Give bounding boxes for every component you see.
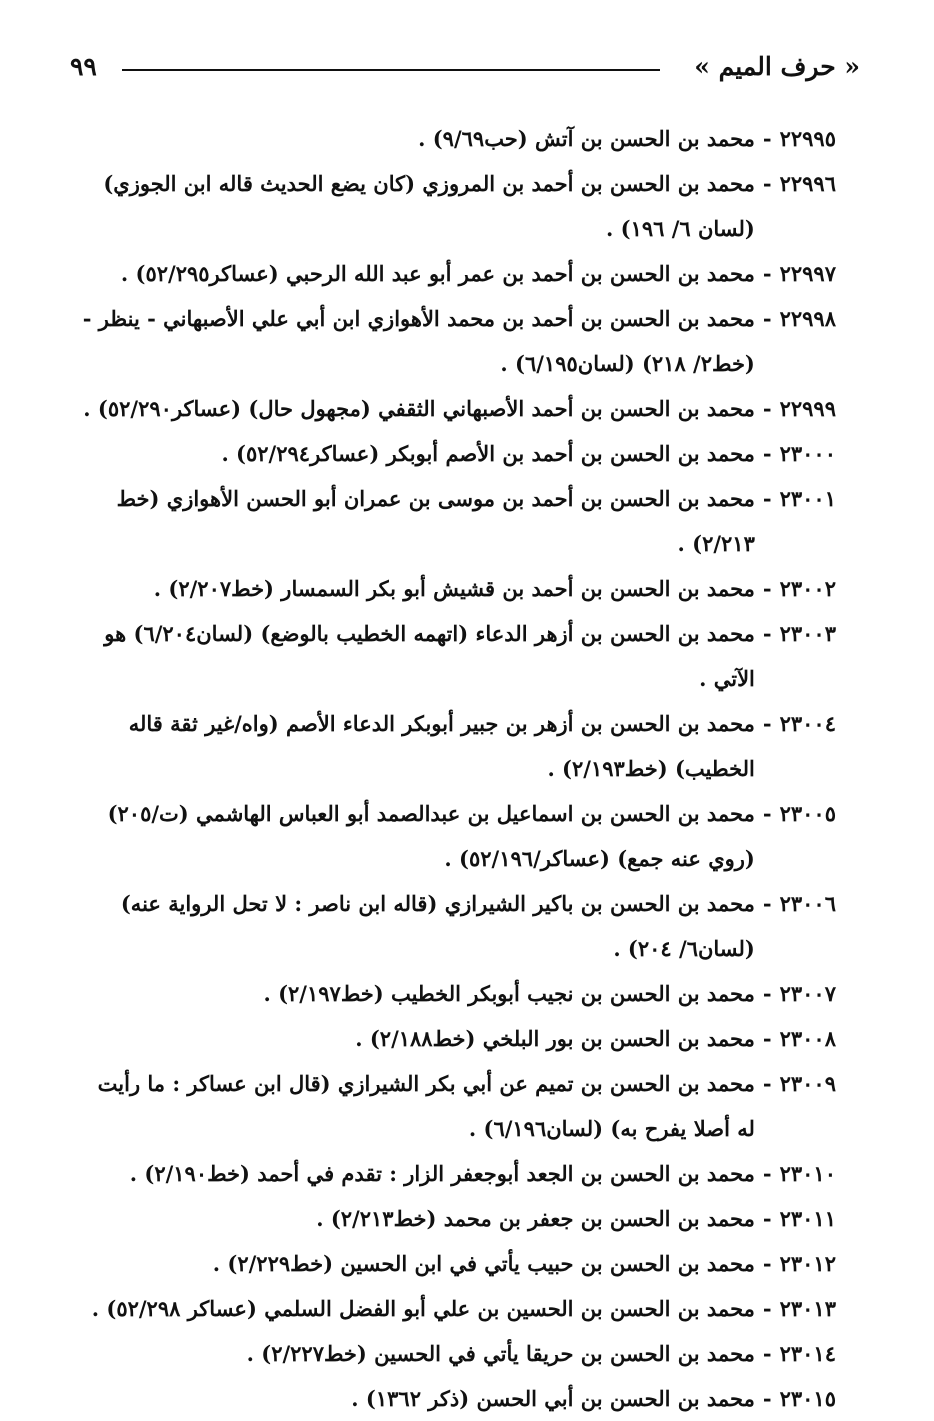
entry-text: محمد بن الحسن بن نجيب أبوبكر الخطيب (خط٢/١٩٧) . (263, 981, 755, 1006)
entry-text: محمد بن الحسن بن جعفر بن محمد (خط٢/٢١٣) . (316, 1206, 755, 1231)
entry-text: محمد بن الحسن بن حريقا يأتي في الحسين (خط٢/٢٢٧) . (246, 1341, 755, 1366)
entry-text: محمد بن الحسن بن حبيب يأتي في ابن الحسين (خط٢/٢٢٩) . (212, 1251, 755, 1276)
list-item (76, 386, 836, 431)
list-item (76, 161, 836, 251)
header-rule (122, 69, 660, 71)
list-item (76, 791, 836, 881)
entry-number: ٢٣٠١٠ (779, 1161, 836, 1186)
entry-dash: - (762, 1296, 772, 1321)
entry-number: ٢٢٩٩٦ (779, 171, 836, 196)
list-item (76, 116, 836, 161)
entry-dash: - (762, 126, 772, 151)
entry-number: ٢٣٠١٣ (779, 1296, 836, 1321)
entry-text: محمد بن الحسن بن أحمد بن موسى بن عمران أبو الحسن الأهوازي (خط ٢/٢١٣) . (116, 486, 755, 556)
entry-dash: - (762, 441, 772, 466)
entry-number: ٢٣٠١٥ (779, 1386, 836, 1411)
entry-dash: - (762, 1206, 772, 1231)
list-item (76, 1286, 836, 1331)
entry-dash: - (762, 981, 772, 1006)
list-item (76, 566, 836, 611)
list-item (76, 1016, 836, 1061)
list-item (76, 1196, 836, 1241)
list-item (76, 971, 836, 1016)
entry-dash: - (762, 306, 772, 331)
entry-number: ٢٣٠٠٦ (779, 891, 836, 916)
entry-text: محمد بن الحسن بن الجعد أبوجعفر الزار : تقدم في أحمد (خط٢/١٩٠) . (129, 1161, 755, 1186)
entry-text: محمد بن الحسن بن أبي الحسن (ذكر ١٣٦٢) . (351, 1386, 755, 1411)
page-header (70, 52, 860, 92)
entry-number: ٢٣٠٠٢ (779, 576, 836, 601)
list-item (76, 881, 836, 971)
entry-dash: - (762, 1251, 772, 1276)
entry-number: ٢٣٠٠٧ (779, 981, 836, 1006)
entry-number: ٢٢٩٩٥ (779, 126, 836, 151)
entry-text: محمد بن الحسن بن تميم عن أبي بكر الشيرازي (قال ابن عساكر : ما رأيت له أصلا يفرح به) (لسان٦/١٩٦) . (97, 1071, 755, 1141)
entry-text: محمد بن الحسن بن أزهر الدعاء (اتهمه الخطيب بالوضع) (لسان٦/٢٠٤) هو الآتي . (104, 621, 755, 691)
entry-text: محمد بن الحسن بن اسماعيل بن عبدالصمد أبو العباس الهاشمي (ت/٢٠٥) (روي عنه جمع) (عساكر/٥٢/١٩٦) . (107, 801, 755, 871)
entry-dash: - (762, 261, 772, 286)
entry-dash: - (762, 576, 772, 601)
entry-number: ٢٣٠٠١ (779, 486, 836, 511)
entry-text: محمد بن الحسن بن أحمد بن محمد الأهوازي ابن أبي علي الأصبهاني - ينظر - (خط٢/ ٢١٨) (لسان٦/١٩٥) . (82, 306, 755, 376)
entry-text: محمد بن الحسن بن الحسين بن علي أبو الفضل السلمي (عساكر ٥٢/٢٩٨) . (91, 1296, 755, 1321)
list-item (76, 1331, 836, 1376)
list-item (76, 476, 836, 566)
entry-dash: - (762, 1161, 772, 1186)
entry-dash: - (762, 1386, 772, 1411)
chapter-title: « حرف الميم » (694, 52, 860, 81)
entry-text: محمد بن الحسن بن آتش (حب٩/٦٩) . (418, 126, 755, 151)
entry-text: محمد بن الحسن بن بور البلخي (خط٢/١٨٨) . (355, 1026, 755, 1051)
entry-dash: - (762, 801, 772, 826)
entry-number: ٢٣٠٠٤ (779, 711, 836, 736)
entry-dash: - (762, 1026, 772, 1051)
entry-dash: - (762, 171, 772, 196)
list-item (76, 1376, 836, 1421)
entry-text: محمد بن الحسن بن أحمد بن قشيش أبو بكر السمسار (خط٢/٢٠٧) . (153, 576, 755, 601)
list-item (76, 1151, 836, 1196)
entry-number: ٢٣٠٠٠ (779, 441, 836, 466)
entry-number: ٢٢٩٩٨ (779, 306, 836, 331)
entry-dash: - (762, 621, 772, 646)
entry-list (76, 116, 836, 1421)
entry-dash: - (762, 396, 772, 421)
entry-text: محمد بن الحسن بن أحمد بن الأصم أبوبكر (عساكر٥٢/٢٩٤) . (221, 441, 755, 466)
entry-text: محمد بن الحسن بن باكير الشيرازي (قاله ابن ناصر : لا تحل الرواية عنه) (لسان٦/ ٢٠٤) . (120, 891, 755, 961)
entry-number: ٢٣٠١٢ (779, 1251, 836, 1276)
entry-number: ٢٣٠٠٨ (779, 1026, 836, 1051)
list-item (76, 701, 836, 791)
entry-number: ٢٢٩٩٧ (779, 261, 836, 286)
page-number: ٩٩ (70, 52, 97, 81)
entry-number: ٢٣٠٠٣ (779, 621, 836, 646)
entry-text: محمد بن الحسن بن أزهر بن جبير أبوبكر الدعاء الأصم (واه/غير ثقة قاله الخطيب) (خط٢/١٩٣) . (128, 711, 755, 781)
list-item (76, 1061, 836, 1151)
list-item (76, 431, 836, 476)
entry-number: ٢٣٠٠٥ (779, 801, 836, 826)
list-item (76, 296, 836, 386)
entry-dash: - (762, 711, 772, 736)
entry-number: ٢٣٠٠٩ (779, 1071, 836, 1096)
entry-text: محمد بن الحسن بن أحمد بن المروزي (كان يضع الحديث قاله ابن الجوزي) (لسان ٦/ ١٩٦) . (103, 171, 755, 241)
entry-number: ٢٣٠١١ (779, 1206, 836, 1231)
entry-text: محمد بن الحسن بن أحمد الأصبهاني الثقفي (مجهول حال) (عساكر٥٢/٢٩٠) . (83, 396, 755, 421)
list-item (76, 1241, 836, 1286)
entry-number: ٢٣٠١٤ (779, 1341, 836, 1366)
entry-number: ٢٢٩٩٩ (779, 396, 836, 421)
list-item (76, 251, 836, 296)
entry-text: محمد بن الحسن بن أحمد بن عمر أبو عبد الله الرحبي (عساكر٥٢/٢٩٥) . (120, 261, 755, 286)
entry-dash: - (762, 891, 772, 916)
entry-dash: - (762, 1341, 772, 1366)
list-item (76, 611, 836, 701)
entry-dash: - (762, 1071, 772, 1096)
entry-dash: - (762, 486, 772, 511)
